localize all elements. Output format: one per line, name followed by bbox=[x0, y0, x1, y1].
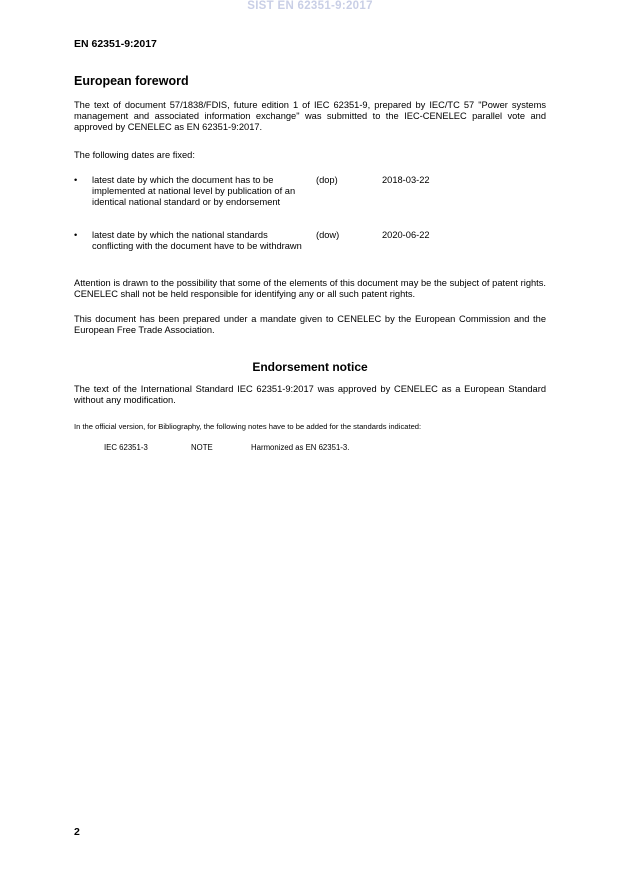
endorsement-text: The text of the International Standard IEC 62351-9:2017 was approved by CENELEC as a European Standard without any modification. bbox=[74, 384, 546, 406]
date-value: 2020-06-22 bbox=[382, 230, 430, 240]
note-text: Harmonized as EN 62351-3. bbox=[251, 443, 350, 452]
note-label: NOTE bbox=[191, 443, 213, 452]
bullet: • bbox=[74, 230, 78, 240]
page-number: 2 bbox=[74, 826, 80, 838]
bullet: • bbox=[74, 175, 78, 185]
mandate-paragraph: This document has been prepared under a mandate given to CENELEC by the European Commission and the European Free Trade Association. bbox=[74, 314, 546, 336]
date-abbreviation: (dop) bbox=[316, 175, 338, 185]
date-abbreviation: (dow) bbox=[316, 230, 340, 240]
date-value: 2018-03-22 bbox=[382, 175, 430, 185]
foreword-intro: The text of document 57/1838/FDIS, future edition 1 of IEC 62351-9, prepared by IEC/TC 57 "Power systems management and associated information exchange" was submitted to the IEC-CENELEC parallel vote and approved by CENELEC as EN 62351-9:2017. bbox=[74, 100, 546, 133]
document-id: EN 62351-9:2017 bbox=[74, 38, 157, 50]
note-standard: IEC 62351-3 bbox=[104, 443, 148, 452]
date-description: latest date by which the document has to be implemented at national level by publication of an identical national standard or by endorsement bbox=[92, 175, 296, 208]
patent-notice: Attention is drawn to the possibility that some of the elements of this document may be the subject of patent rights. CENELEC shall not be held responsible for identifying any or all such patent rights. bbox=[74, 278, 546, 300]
date-description: latest date by which the national standards conflicting with the document have to be withdrawn bbox=[92, 230, 302, 252]
foreword-title: European foreword bbox=[74, 74, 189, 88]
watermark: SIST EN 62351-9:2017 bbox=[247, 0, 373, 12]
endorsement-title: Endorsement notice bbox=[252, 360, 368, 374]
dates-intro: The following dates are fixed: bbox=[74, 150, 195, 160]
bibliography-intro: In the official version, for Bibliography, the following notes have to be added for the standards indicated: bbox=[74, 422, 422, 431]
